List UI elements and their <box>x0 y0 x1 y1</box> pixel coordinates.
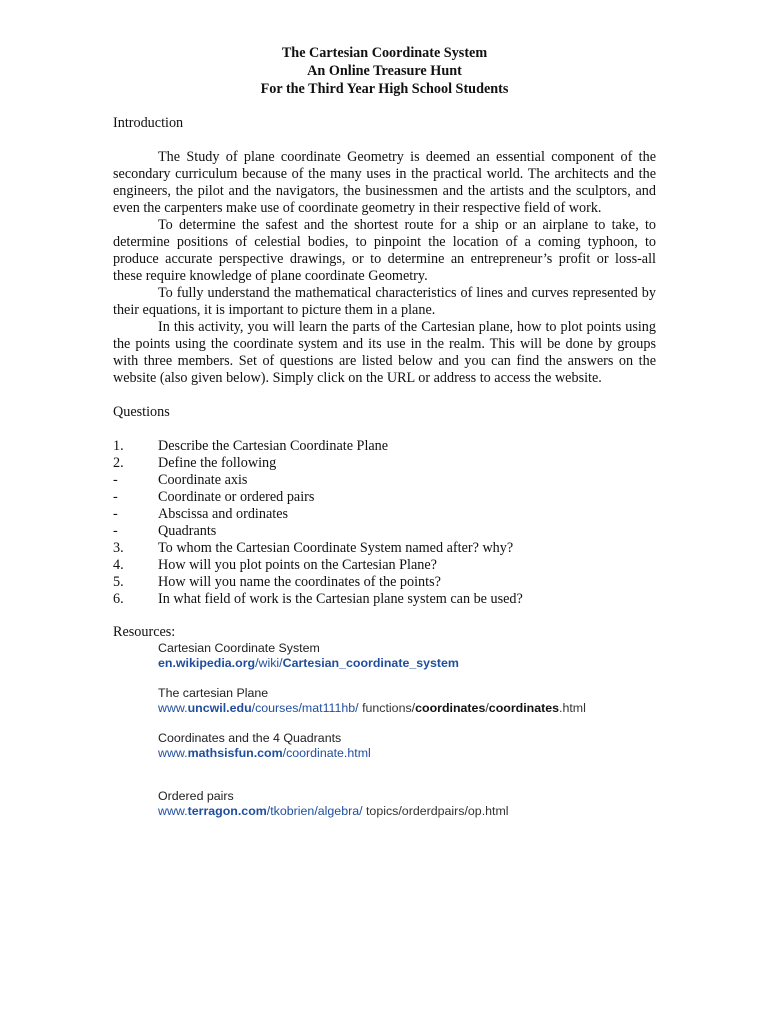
question-item <box>113 591 656 608</box>
intro-heading: Introduction <box>113 115 184 131</box>
question-item <box>113 455 656 472</box>
question-marker: - <box>113 489 118 505</box>
document-title <box>113 44 656 98</box>
intro-paragraph-4: In this activity, you will learn the parts of the Cartesian plane, how to plot points using the points using the coordinate system and its use in the realm. This will be done by groups with three members. Set of questions are listed below and you can find the answers on the website (also given below). Simply click on the URL or address to access the website. <box>113 319 656 386</box>
intro-paragraph-1: The Study of plane coordinate Geometry is deemed an essential component of the secondary curriculum because of the many uses in the practical world. The architects and the engineers, the pilot and the navigators, the businessmen and the artists and the sculptors, and even the carpenters make use of coordinate geometry in their respective field of work. <box>113 149 656 216</box>
question-marker: 1. <box>113 438 124 454</box>
question-item <box>113 574 656 591</box>
resource-label: Cartesian Coordinate System <box>158 641 320 655</box>
question-item <box>113 523 656 540</box>
question-text: Abscissa and ordinates <box>158 506 289 522</box>
question-text: Quadrants <box>158 523 217 539</box>
resource-uncwil <box>158 686 656 716</box>
question-marker: 6. <box>113 591 124 607</box>
question-text: How will you plot points on the Cartesian Plane? <box>158 557 437 573</box>
questions-heading: Questions <box>113 404 170 420</box>
question-text: How will you name the coordinates of the points? <box>158 574 441 590</box>
question-item <box>113 540 656 557</box>
question-marker: 5. <box>113 574 124 590</box>
intro-paragraph-2: To determine the safest and the shortest route for a ship or an airplane to take, to determine positions of celestial bodies, to pinpoint the location of a coming typhoon, to produce accurate perspective drawings, or to determine an entrepreneur’s profit or loss-all these require knowledge of plane coordinate Geometry. <box>113 217 656 284</box>
resource-link-wikipedia[interactable]: en.wikipedia.org/wiki/Cartesian_coordinate_system <box>158 656 459 670</box>
resource-link-mathsisfun[interactable]: www.mathsisfun.com/coordinate.html <box>158 746 371 760</box>
question-marker: 2. <box>113 455 124 471</box>
question-text: Coordinate or ordered pairs <box>158 489 315 505</box>
title-line-2: An Online Treasure Hunt <box>307 63 462 79</box>
resource-label: Ordered pairs <box>158 789 234 803</box>
question-marker: - <box>113 506 118 522</box>
question-item <box>113 472 656 489</box>
question-text: In what field of work is the Cartesian plane system can be used? <box>158 591 523 607</box>
question-text: To whom the Cartesian Coordinate System named after? why? <box>158 540 514 556</box>
resource-terragon <box>158 789 656 819</box>
question-item <box>113 557 656 574</box>
resource-link-uncwil[interactable]: www.uncwil.edu/courses/mat111hb/ functions/coordinates/coordinates.html <box>158 701 586 715</box>
resources-heading: Resources: <box>113 624 176 640</box>
resource-label: The cartesian Plane <box>158 686 269 700</box>
questions-list <box>113 438 656 608</box>
resource-link-terragon[interactable]: www.terragon.com/tkobrien/algebra/ topics/orderdpairs/op.html <box>158 804 509 818</box>
question-marker: - <box>113 523 118 539</box>
resource-wikipedia <box>158 641 656 671</box>
question-marker: 3. <box>113 540 124 556</box>
intro-paragraph-3: To fully understand the mathematical characteristics of lines and curves represented by their equations, it is important to picture them in a plane. <box>113 285 656 318</box>
question-text: Define the following <box>158 455 277 471</box>
document-page <box>113 44 656 819</box>
question-marker: 4. <box>113 557 124 573</box>
title-line-3: For the Third Year High School Students <box>260 81 509 97</box>
question-marker: - <box>113 472 118 488</box>
question-item <box>113 438 656 455</box>
question-item <box>113 489 656 506</box>
question-item <box>113 506 656 523</box>
resource-label: Coordinates and the 4 Quadrants <box>158 731 342 745</box>
resource-mathsisfun <box>158 731 656 761</box>
question-text: Coordinate axis <box>158 472 248 488</box>
question-text: Describe the Cartesian Coordinate Plane <box>158 438 389 454</box>
title-line-1: The Cartesian Coordinate System <box>281 45 488 61</box>
